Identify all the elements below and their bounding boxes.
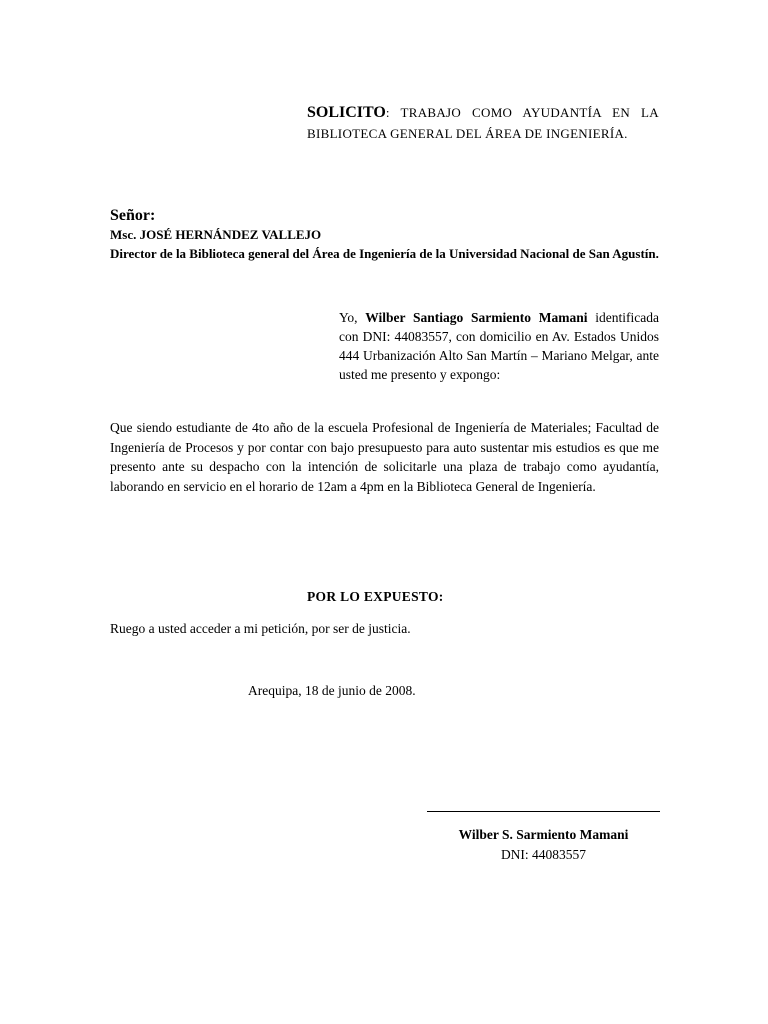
applicant-name: Wilber Santiago Sarmiento Mamani — [365, 310, 588, 325]
salutation: Señor: — [110, 207, 156, 224]
request-line: Ruego a usted acceder a mi petición, por ser de justicia. — [110, 621, 411, 636]
subject-text: : TRABAJO COMO AYUDANTÍA EN LA BIBLIOTECA GENERAL DEL ÁREA DE INGENIERÍA. — [307, 105, 659, 141]
subject-label: SOLICITO — [307, 104, 386, 121]
signer-name: Wilber S. Sarmiento Mamani — [458, 827, 629, 842]
recipient-name: Msc. JOSÉ HERNÁNDEZ VALLEJO — [110, 227, 322, 242]
signature-line — [427, 811, 660, 812]
signer-id: DNI: 44083557 — [500, 847, 587, 862]
body-paragraph: Que siendo estudiante de 4to año de la escuela Profesional de Ingeniería de Materiales; Facultad de Ingeniería de Procesos y por contar con bajo presupuesto para auto sustentar mis estudios es que me presento ante su despacho con la intención de solicitarle una plaza de trabajo como ayudantía, laborando en servicio en el horario de 12am a 4pm en la Biblioteca General de Ingeniería. — [110, 420, 659, 494]
recipient-title: Director de la Biblioteca general del Área de Ingeniería de la Universidad Nacional de San Agustín. — [110, 246, 659, 261]
date-line: Arequipa, 18 de junio de 2008. — [248, 683, 416, 698]
intro-paragraph — [339, 308, 659, 384]
intro-rest: identificada con DNI: 44083557, con domicilio en Av. Estados Unidos 444 Urbanización Alto San Martín – Mariano Melgar, ante usted me presento y expongo: — [339, 310, 659, 382]
subject-block — [307, 102, 659, 144]
intro-prefix: Yo, — [339, 310, 366, 325]
por-lo-expuesto-heading: POR LO EXPUESTO: — [307, 589, 444, 604]
